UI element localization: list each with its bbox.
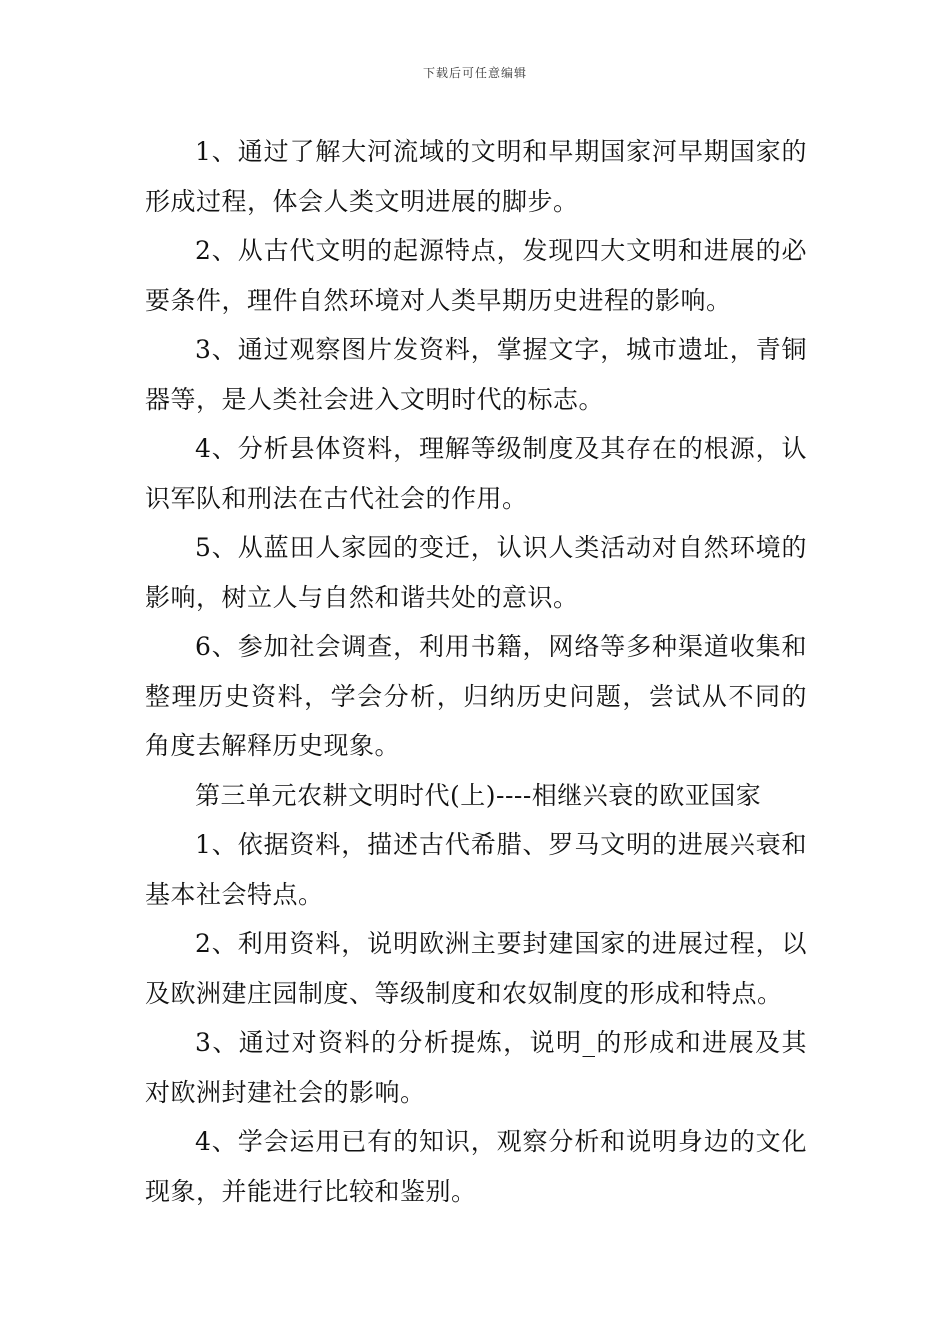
paragraph-1: 1、通过了解大河流域的文明和早期国家河早期国家的形成过程，体会人类文明进展的脚步。 (145, 137, 807, 216)
paragraph-3: 3、通过观察图片发资料，掌握文字，城市遗址，青铜器等，是人类社会进入文明时代的标志。 (145, 335, 807, 414)
paragraph-5: 5、从蓝田人家园的变迁，认识人类活动对自然环境的影响，树立人与自然和谐共处的意识。 (145, 533, 807, 612)
document-body (145, 127, 807, 1216)
section-heading: 第三单元农耕文明时代(上)----相继兴衰的欧亚国家 (195, 780, 762, 810)
paragraph-4: 4、分析县体资料，理解等级制度及其存在的根源，认识军队和刑法在古代社会的作用。 (145, 434, 807, 513)
paragraph-9: 3、通过对资料的分析提炼，说明_的形成和进展及其对欧洲封建社会的影响。 (145, 1028, 807, 1107)
paragraph-7: 1、依据资料，描述古代希腊、罗马文明的进展兴衰和基本社会特点。 (145, 830, 807, 909)
paragraph-8: 2、利用资料，说明欧洲主要封建国家的进展过程，以及欧洲建庄园制度、等级制度和农奴制度的形成和特点。 (145, 929, 807, 1008)
paragraph-2: 2、从古代文明的起源特点，发现四大文明和进展的必要条件，理件自然环境对人类早期历史进程的影响。 (145, 236, 807, 315)
page-header: 下载后可任意编辑 (422, 66, 527, 80)
paragraph-6: 6、参加社会调查，利用书籍，网络等多种渠道收集和整理历史资料，学会分析，归纳历史问题，尝试从不同的角度去解释历史现象。 (145, 632, 807, 760)
paragraph-10: 4、学会运用已有的知识，观察分析和说明身边的文化现象，并能进行比较和鉴别。 (145, 1127, 807, 1206)
